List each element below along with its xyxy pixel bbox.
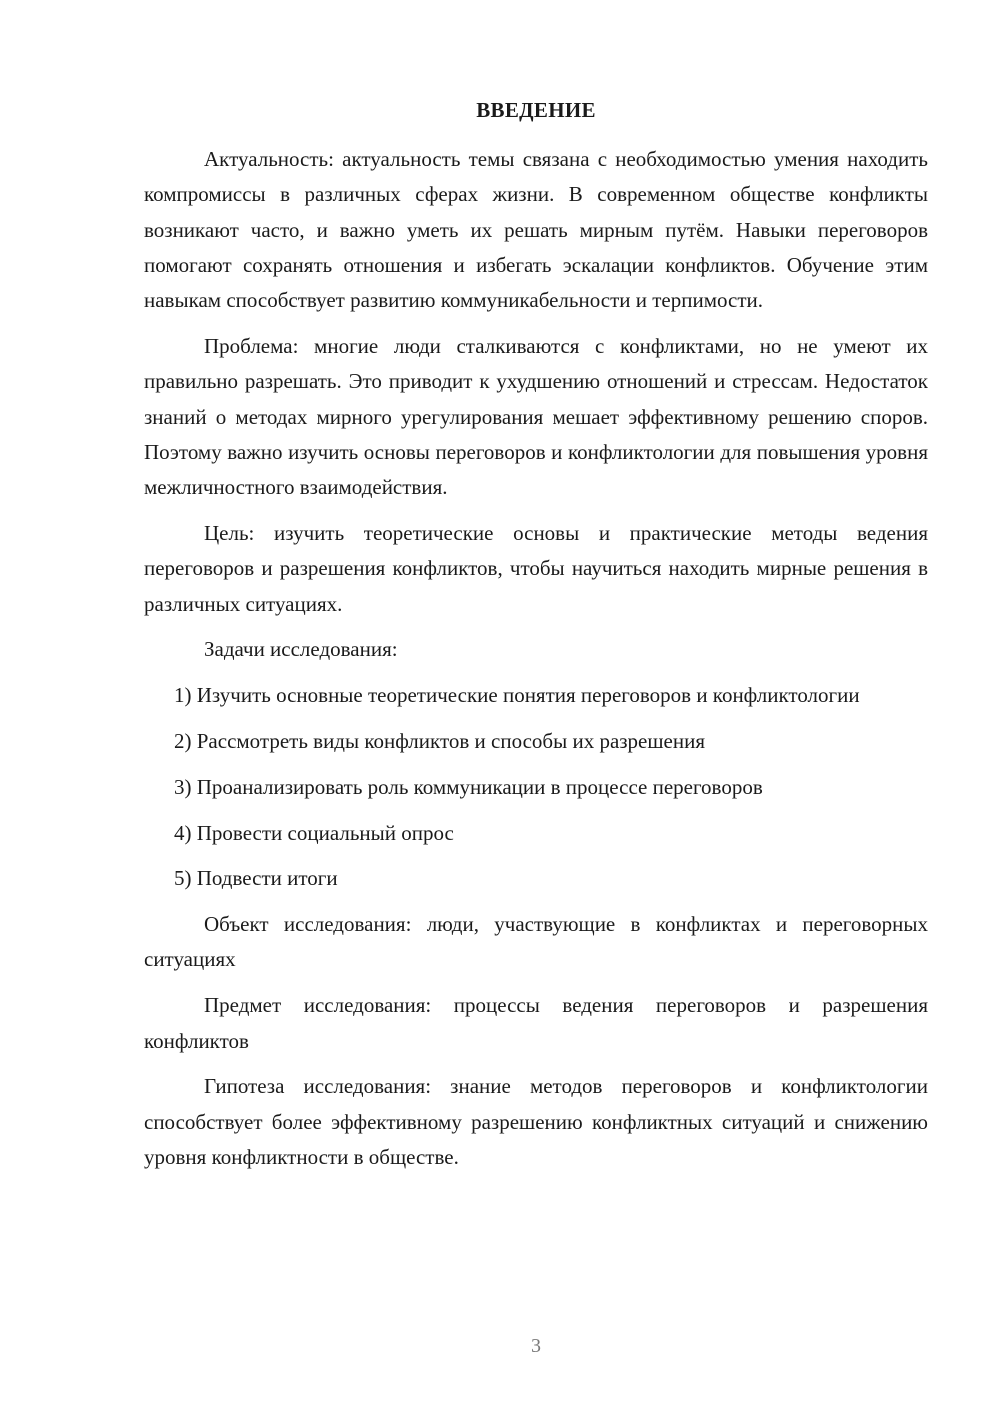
task-item-2: 2) Рассмотреть виды конфликтов и способы их разрешения <box>174 728 706 753</box>
paragraph-relevance: Актуальность: актуальность темы связана с необходимостью умения находить компромиссы в различных сферах жизни. В современном обществе конфликты возникают часто, и важно уметь их решать мирным путём. Навыки переговоров помогают сохранять отношения и избегать эскалации конфликтов. Обучение этим навыкам способствует развитию коммуникабельности и терпимости. <box>144 147 928 313</box>
paragraph-object: Объект исследования: люди, участвующие в конфликтах и переговорных ситуациях <box>144 912 928 972</box>
paragraph-goal: Цель: изучить теоретические основы и практические методы ведения переговоров и разрешения конфликтов, чтобы научиться находить мирные решения в различных ситуациях. <box>144 520 928 616</box>
paragraph-subject: Предмет исследования: процессы ведения переговоров и разрешения конфликтов <box>144 993 928 1053</box>
task-item-5: 5) Подвести итоги <box>174 866 338 891</box>
paragraph-problem: Проблема: многие люди сталкиваются с конфликтами, но не умеют их правильно разрешать. Это приводит к ухудшению отношений и стрессам. Недостаток знаний о методах мирного урегулирования мешает эффективному решению споров. Поэтому важно изучить основы переговоров и конфликтологии для повышения уровня межличностного взаимодействия. <box>144 333 928 500</box>
page-number: 3 <box>531 1335 541 1357</box>
document-body <box>144 142 928 1186</box>
task-item-3: 3) Проанализировать роль коммуникации в процессе переговоров <box>174 774 763 799</box>
task-item-4: 4) Провести социальный опрос <box>174 820 454 845</box>
paragraph-hypothesis: Гипотеза исследования: знание методов переговоров и конфликтологии способствует более эффективному разрешению конфликтных ситуаций и снижению уровня конфликтности в обществе. <box>144 1074 928 1169</box>
page-title: ВВЕДЕНИЕ <box>476 98 596 122</box>
task-item-1: 1) Изучить основные теоретические понятия переговоров и конфликтологии <box>174 683 860 708</box>
paragraph-tasks-heading: Задачи исследования: <box>204 637 398 662</box>
